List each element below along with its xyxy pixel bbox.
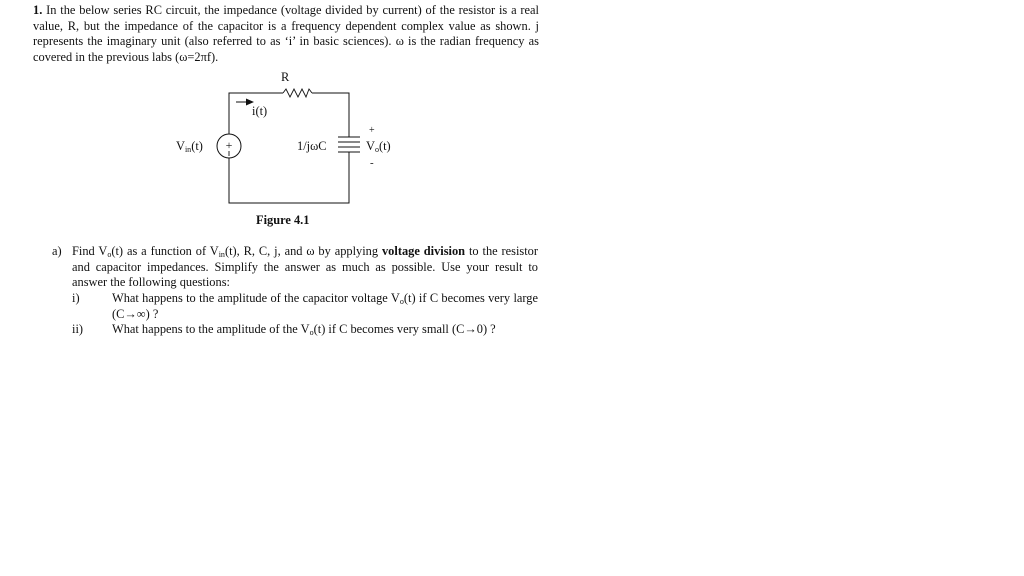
problem-number: 1.	[33, 3, 43, 17]
source-label: Vin(t)	[176, 139, 203, 154]
capacitor-impedance-label: 1/jωC	[297, 139, 327, 153]
circuit-wires	[229, 93, 349, 203]
question-ii-text: What happens to the amplitude of the $V_o(t)$ if C becomes very small (C→0) ?	[112, 322, 496, 337]
resistor-symbol	[283, 89, 312, 97]
source-plus-sign: +	[225, 138, 233, 152]
output-minus-sign: -	[370, 157, 374, 169]
part-a-text: Find $V_o(t)$ as a function of $V_{in}(t)$, R, C, j, and ω by applying voltage division to the resistor and capacitor impedances. Simplify the answer as much as possible. Use your result to answer the following questions:	[72, 244, 539, 290]
output-label: Vo(t)	[366, 139, 391, 154]
current-label: i(t)	[252, 104, 268, 118]
figure-caption: Figure 4.1	[256, 213, 310, 227]
resistor-label: R	[281, 70, 290, 84]
part-a-label: a)	[52, 244, 62, 258]
question-i-text: What happens to the amplitude of the capacitor voltage $V_o(t)$ if C becomes very large (C→∞) ?	[112, 291, 539, 321]
question-i-number: i)	[72, 291, 80, 305]
capacitor-symbol	[338, 137, 360, 152]
output-plus-sign: +	[369, 125, 375, 136]
question-ii-number: ii)	[72, 322, 84, 336]
problem-text: In the below series RC circuit, the impedance (voltage divided by current) of the resistor is a real value, R, but the impedance of the capacitor is a frequency dependent complex value as shown. j represents the imaginary unit (also referred to as ‘i’ in basic sciences). ω is the radian frequency as covered in the previous labs (ω=2πf).	[33, 3, 539, 64]
